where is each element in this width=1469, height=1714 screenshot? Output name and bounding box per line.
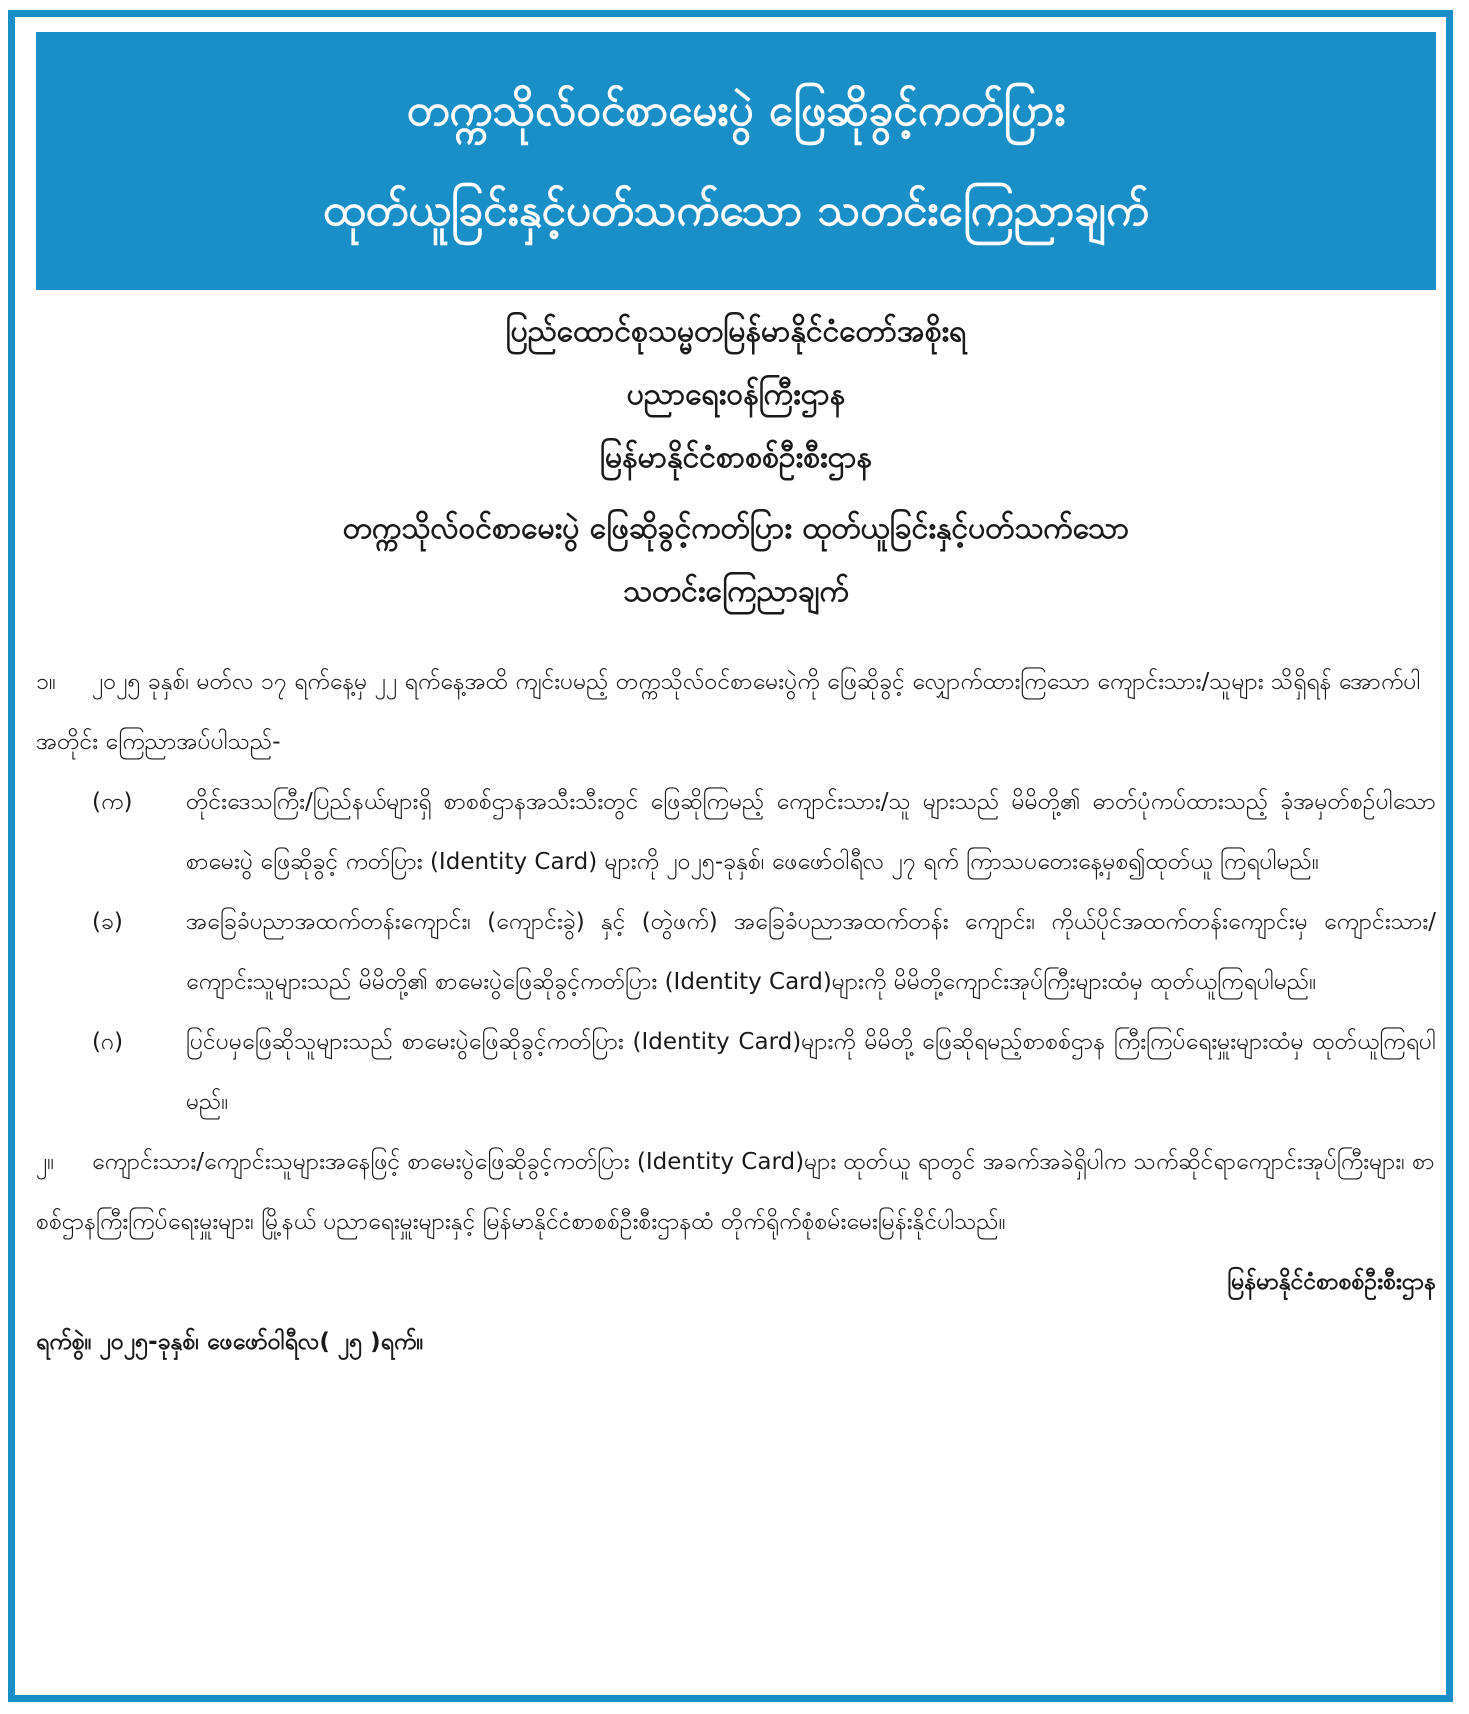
announcement-banner (36, 32, 1436, 290)
paragraph-number: ၂။ (36, 1149, 55, 1175)
issuer-heading (36, 300, 1436, 623)
paragraph-1 (36, 652, 1436, 772)
banner-title-line-2: ထုတ်ယူခြင်းနှင့်ပတ်သက်သော သတင်းကြေညာချက် (322, 185, 1150, 236)
paragraph-2 (36, 1132, 1436, 1252)
sub-item-label: (ခ) (92, 909, 123, 935)
announcement-title-line-2: သတင်းကြေညာချက် (622, 574, 850, 609)
sub-item-kha (36, 892, 1436, 1012)
sub-item-label: (ဂ) (92, 1029, 124, 1055)
signature-department: မြန်မာနိုင်ငံစာစစ်ဦးစီးဌာန (1227, 1269, 1436, 1295)
announcement-title-line-1: တက္ကသိုလ်ဝင်စာမေးပွဲ ဖြေဆိုခွင့်ကတ်ပြား ထုတ်ယူခြင်းနှင့်ပတ်သက်သော (342, 511, 1130, 546)
paragraph-text: ကျောင်းသား/ကျောင်းသူများအနေဖြင့် စာမေးပွဲဖြေဆိုခွင့်ကတ်ပြား (Identity Card)များ ထုတ်ယူ ရာတွင် အခက်အခဲရှိပါက သက်ဆိုင်ရာကျောင်းအုပ်ကြီးများ၊ စာစစ်ဌာနကြီးကြပ်ရေးမှူးများ၊ မြို့နယ် ပညာရေးမှူးများနှင့် မြန်မာနိုင်ငံစာစစ်ဦးစီးဌာနထံ တိုက်ရိုက်စုံစမ်းမေးမြန်းနိုင်ပါသည်။ (36, 1149, 1435, 1235)
ministry-name: ပညာရေးဝန်ကြီးဌာန (626, 377, 846, 412)
date-line: ရက်စွဲ။ ၂၀၂၅-ခုနှစ်၊ ဖေဖော်ဝါရီလ( ၂၅ )ရက်။ (36, 1329, 424, 1355)
sub-item-text: အခြေခံပညာအထက်တန်းကျောင်း၊ (ကျောင်းခွဲ) နှင့် (တွဲဖက်) အခြေခံပညာအထက်တန်း ကျောင်း၊ ကိုယ်ပိုင်အထက်တန်းကျောင်းမှ ကျောင်းသား/ကျောင်းသူများသည် မိမိတို့၏ စာမေးပွဲဖြေဆိုခွင့်ကတ်ပြား (Identity Card)များကို မိမိတို့ကျောင်းအုပ်ကြီးများထံမှ ထုတ်ယူကြရပါမည်။ (186, 909, 1436, 995)
paragraph-number: ၁။ (36, 669, 56, 695)
paragraph-text: ၂၀၂၅ ခုနှစ်၊ မတ်လ ၁၇ ရက်နေ့မှ ၂၂ ရက်နေ့အထိ ကျင်းပမည့် တက္ကသိုလ်ဝင်စာမေးပွဲကို ဖြေဆိုခွင့် လျှောက်ထားကြသော ကျောင်းသား/သူများ သိရှိရန် အောက်ပါအတိုင်း ကြေညာအပ်ပါသည်- (36, 669, 1421, 755)
sub-item-ga (36, 1012, 1436, 1132)
department-name: မြန်မာနိုင်ငံစာစစ်ဦးစီးဌာန (599, 440, 873, 475)
sub-item-label: (က) (92, 789, 133, 815)
announcement-body (36, 652, 1436, 1372)
sub-item-text: ပြင်ပမှဖြေဆိုသူများသည် စာမေးပွဲဖြေဆိုခွင့်ကတ်ပြား (Identity Card)များကို မိမိတို့ ဖြေဆိုရမည့်စာစစ်ဌာန ကြီးကြပ်ရေးမှူးများထံမှ ထုတ်ယူကြရပါမည်။ (186, 1029, 1436, 1115)
government-name: ပြည်ထောင်စုသမ္မတမြန်မာနိုင်ငံတော်အစိုးရ (505, 314, 967, 349)
sub-item-ka (36, 772, 1436, 892)
sub-item-text: တိုင်းဒေသကြီး/ပြည်နယ်များရှိ စာစစ်ဌာနအသီးသီးတွင် ဖြေဆိုကြမည့် ကျောင်းသား/သူ များသည် မိမိတို့၏ ဓာတ်ပုံကပ်ထားသည့် ခုံအမှတ်စဉ်ပါသော စာမေးပွဲ ဖြေဆိုခွင့် ကတ်ပြား (Identity Card) များကို ၂၀၂၅-ခုနှစ်၊ ဖေဖော်ဝါရီလ ၂၇ ရက် ကြာသပတေးနေ့မှစ၍ထုတ်ယူ ကြရပါမည်။ (186, 789, 1436, 875)
banner-title-line-1: တက္ကသိုလ်ဝင်စာမေးပွဲ ဖြေဆိုခွင့်ကတ်ပြား (406, 85, 1066, 136)
